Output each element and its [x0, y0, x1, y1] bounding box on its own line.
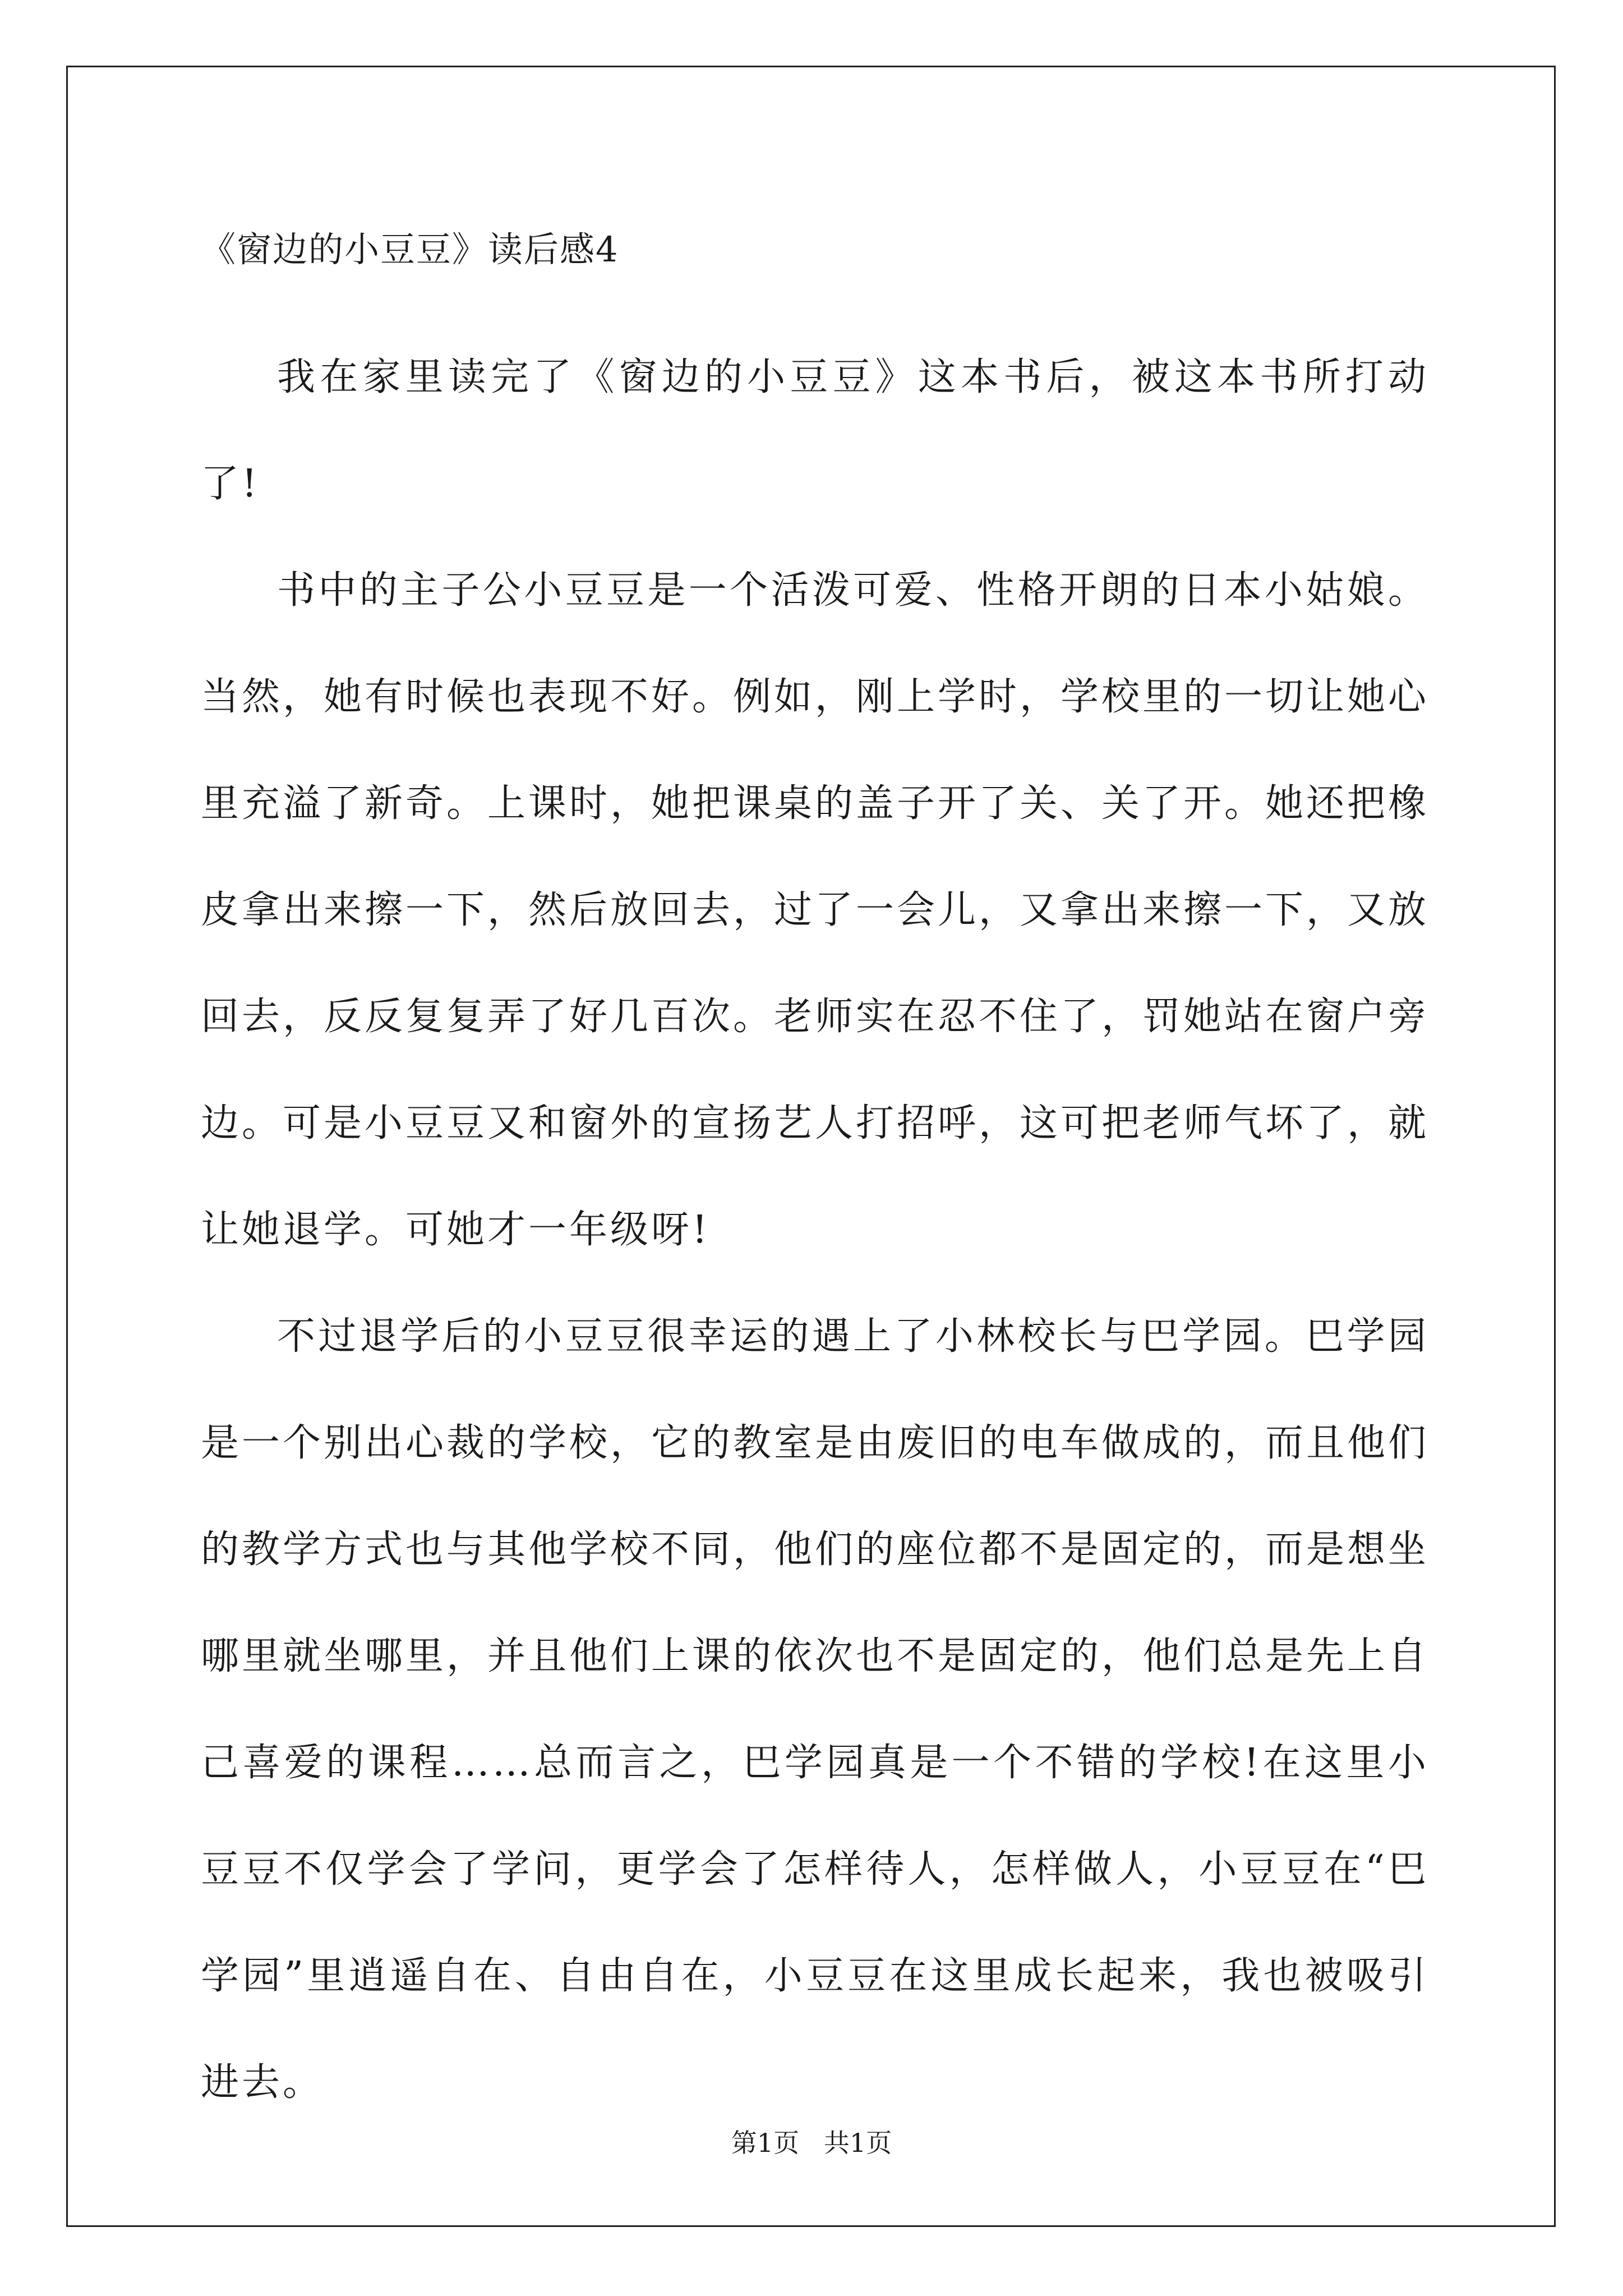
paragraph-1: 我在家里读完了《窗边的小豆豆》这本书后，被这本书所打动了! [201, 355, 1429, 506]
paragraph-2: 书中的主子公小豆豆是一个活泼可爱、性格开朗的日本小姑娘。当然，她有时候也表现不好。例如，刚上学时，学校里的一切让她心里充溢了新奇。上课时，她把课桌的盖子开了关、关了开。她还把橡皮拿出来擦一下，然后放回去，过了一会儿，又拿出来擦一下，又放回去，反反复复弄了好几百次。老师实在忍不住了，罚她站在窗户旁边。可是小豆豆又和窗外的宣扬艺人打招呼，这可把老师气坏了，就让她退学。可她才一年级呀! [201, 568, 1430, 1252]
page-number-footer: 第1页 共1页 [731, 2128, 892, 2158]
paragraph-3: 不过退学后的小豆豆很幸运的遇上了小林校长与巴学园。巴学园是一个别出心裁的学校，它的教室是由废旧的电车做成的，而且他们的教学方式也与其他学校不同，他们的座位都不是固定的，而是想坐哪里就坐哪里，并且他们上课的依次也不是固定的，他们总是先上自己喜爱的课程……总而言之，巴学园真是一个不错的学校!在这里小豆豆不仅学会了学问，更学会了怎样待人，怎样做人，小豆豆在“巴学园”里逍遥自在、自由自在，小豆豆在这里成长起来，我也被吸引进去。 [201, 1314, 1430, 2105]
document-body [201, 324, 1429, 2136]
document-title: 《窗边的小豆豆》读后感4 [201, 229, 619, 270]
